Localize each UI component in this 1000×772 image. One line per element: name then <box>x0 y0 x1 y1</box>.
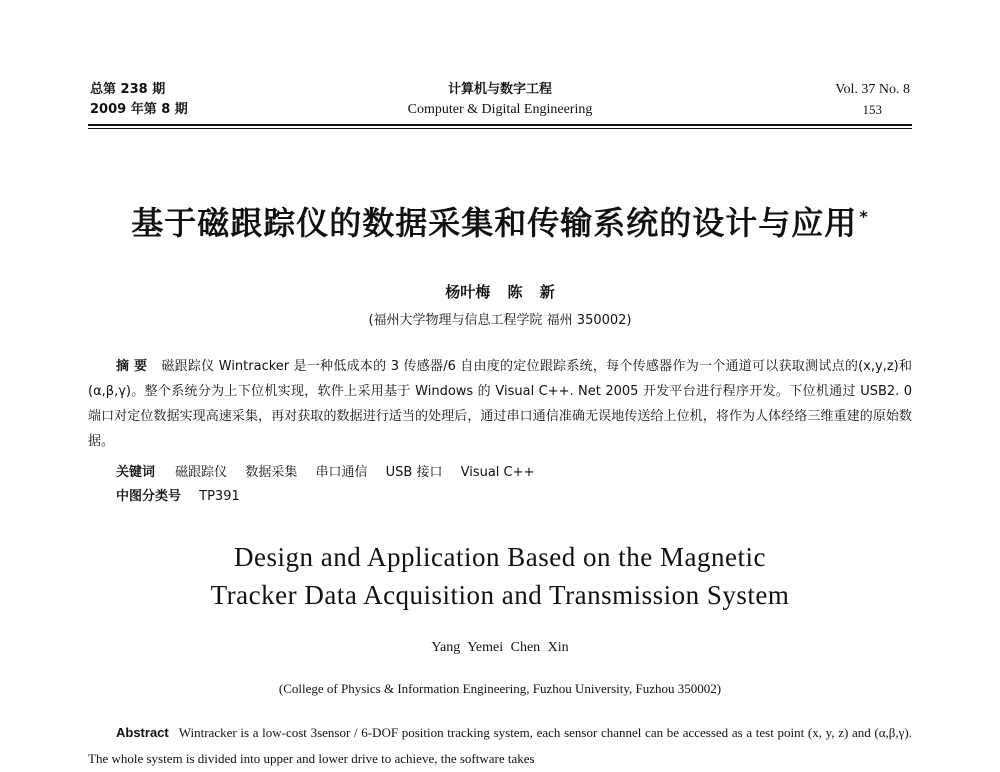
keyword: 磁跟踪仪 <box>175 465 228 480</box>
issue-info <box>90 80 188 120</box>
paper-title-cn-text: 基于磁跟踪仪的数据采集和传输系统的设计与应用 <box>131 204 858 242</box>
header-rule-thin <box>88 128 912 129</box>
keyword: USB 接口 <box>385 465 443 480</box>
keyword: 数据采集 <box>245 465 298 480</box>
keyword: Visual C++ <box>460 465 535 480</box>
classification-value: TP391 <box>199 489 240 504</box>
abstract-en-label: Abstract <box>116 725 169 740</box>
journal-name-cn: 计算机与数字工程 <box>447 82 552 97</box>
paper-title-en <box>100 538 900 614</box>
abstract-cn-text: 磁跟踪仪 Wintracker 是一种低成本的 3 传感器/6 自由度的定位跟踪系统，每个传感器作为一个通道可以获取测试点的(x,y,z)和(α,β,γ)。整个系统分为上下位机实现，软件上采用基于 Windows 的 Visual C++. Net 2005 开发平台进行程序开发。下位机通过 USB2. 0 端口对定位数据实现高速采集，再对获取的数据进行适当的处理后，通过串口通信准确无误地传送给上位机，将作为人体经络三维重建的原始数据。 <box>88 359 912 449</box>
authors-en: Yang Yemei Chen Xin <box>431 640 569 655</box>
abstract-cn-label: 摘 要 <box>116 359 148 374</box>
affiliation-en: (College of Physics & Information Engineering, Fuzhou University, Fuzhou 350002) <box>278 681 722 696</box>
issue-total-number: 总第 238 期 <box>90 82 166 97</box>
classification-label: 中图分类号 <box>116 489 182 504</box>
classification-line <box>116 486 240 508</box>
abstract-cn <box>88 354 912 454</box>
page-number: 153 <box>862 102 882 117</box>
issue-year-number: 2009 年第 8 期 <box>90 102 188 117</box>
paper-title-en-line1: Design and Application Based on the Magnetic <box>234 542 766 572</box>
volume-number: Vol. 37 No. 8 <box>835 82 910 97</box>
keywords-line <box>116 462 548 484</box>
journal-name-en: Computer & Digital Engineering <box>407 102 593 117</box>
keyword: 串口通信 <box>315 465 368 480</box>
header-rule-thick <box>88 124 912 126</box>
affiliation-cn: (福州大学物理与信息工程学院 福州 350002) <box>368 313 632 328</box>
paper-title-en-line2: Tracker Data Acquisition and Transmission System <box>210 580 790 610</box>
keywords-label: 关键词 <box>116 465 156 480</box>
volume-info <box>835 80 910 120</box>
title-footnote-mark: * <box>859 207 869 227</box>
paper-title-cn <box>60 198 940 244</box>
journal-name <box>300 80 700 120</box>
abstract-en-text: Wintracker is a low-cost 3sensor / 6-DOF position tracking system, each sensor channel can be accessed as a test point (x, y, z) and (α,β,γ). The whole system is divided into upper and lower drive to achieve, the software takes <box>88 725 912 766</box>
authors-cn: 杨叶梅 陈 新 <box>445 283 555 301</box>
abstract-en <box>88 720 912 772</box>
